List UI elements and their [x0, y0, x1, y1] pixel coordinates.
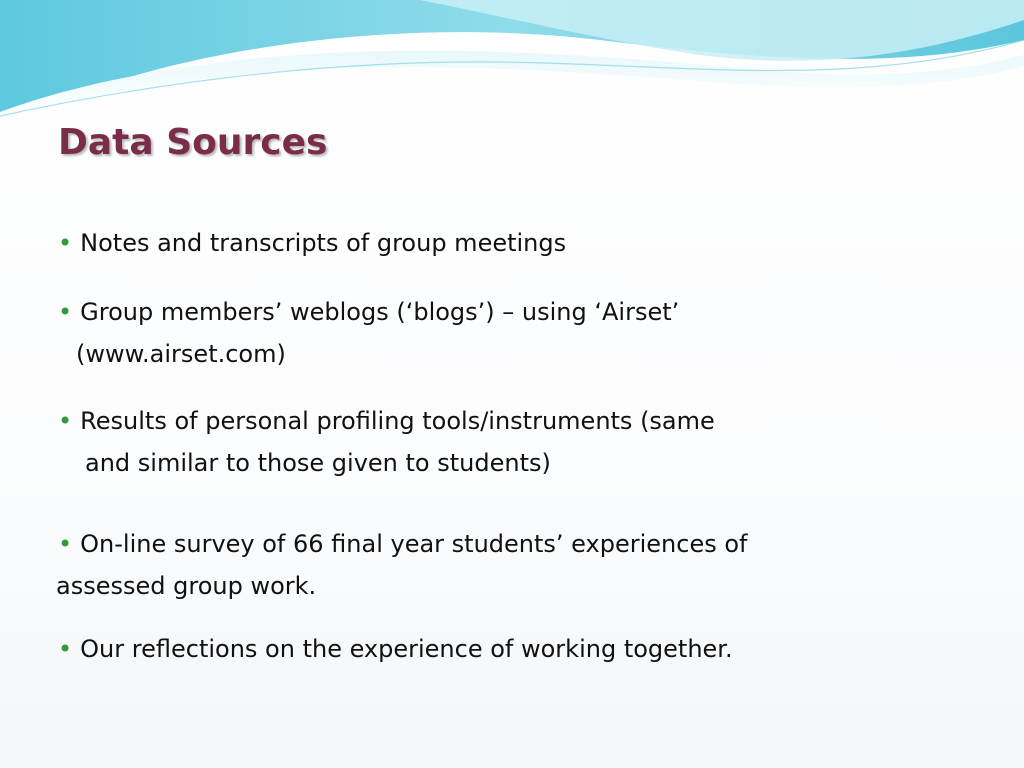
bullet-dot-icon: •: [58, 635, 73, 663]
bullet-item-meeting-notes: [58, 222, 566, 264]
bullet-item-online-survey: [58, 523, 747, 607]
bullet-text: Results of personal profiling tools/instruments (same: [80, 407, 715, 435]
bullet-item-profiling-tools: [58, 400, 715, 484]
bullet-text-continuation: (www.airset.com): [76, 340, 286, 368]
bullet-text: Notes and transcripts of group meetings: [80, 229, 567, 257]
bullet-dot-icon: •: [58, 229, 73, 257]
bullet-item-reflections: [58, 628, 733, 670]
bullet-dot-icon: •: [58, 407, 73, 435]
bullet-text-continuation: assessed group work.: [56, 572, 317, 600]
bullet-dot-icon: •: [58, 530, 73, 558]
bullet-text: On-line survey of 66 final year students’ experiences of: [80, 530, 748, 558]
bullet-text: Group members’ weblogs (‘blogs’) – using ‘Airset’: [80, 298, 680, 326]
bullet-text: Our reflections on the experience of working together.: [80, 635, 733, 663]
bullet-dot-icon: •: [58, 298, 73, 326]
bullet-text-continuation: and similar to those given to students): [85, 449, 551, 477]
bullet-item-weblogs: [58, 291, 679, 375]
slide-title: Data Sources: [58, 122, 328, 163]
